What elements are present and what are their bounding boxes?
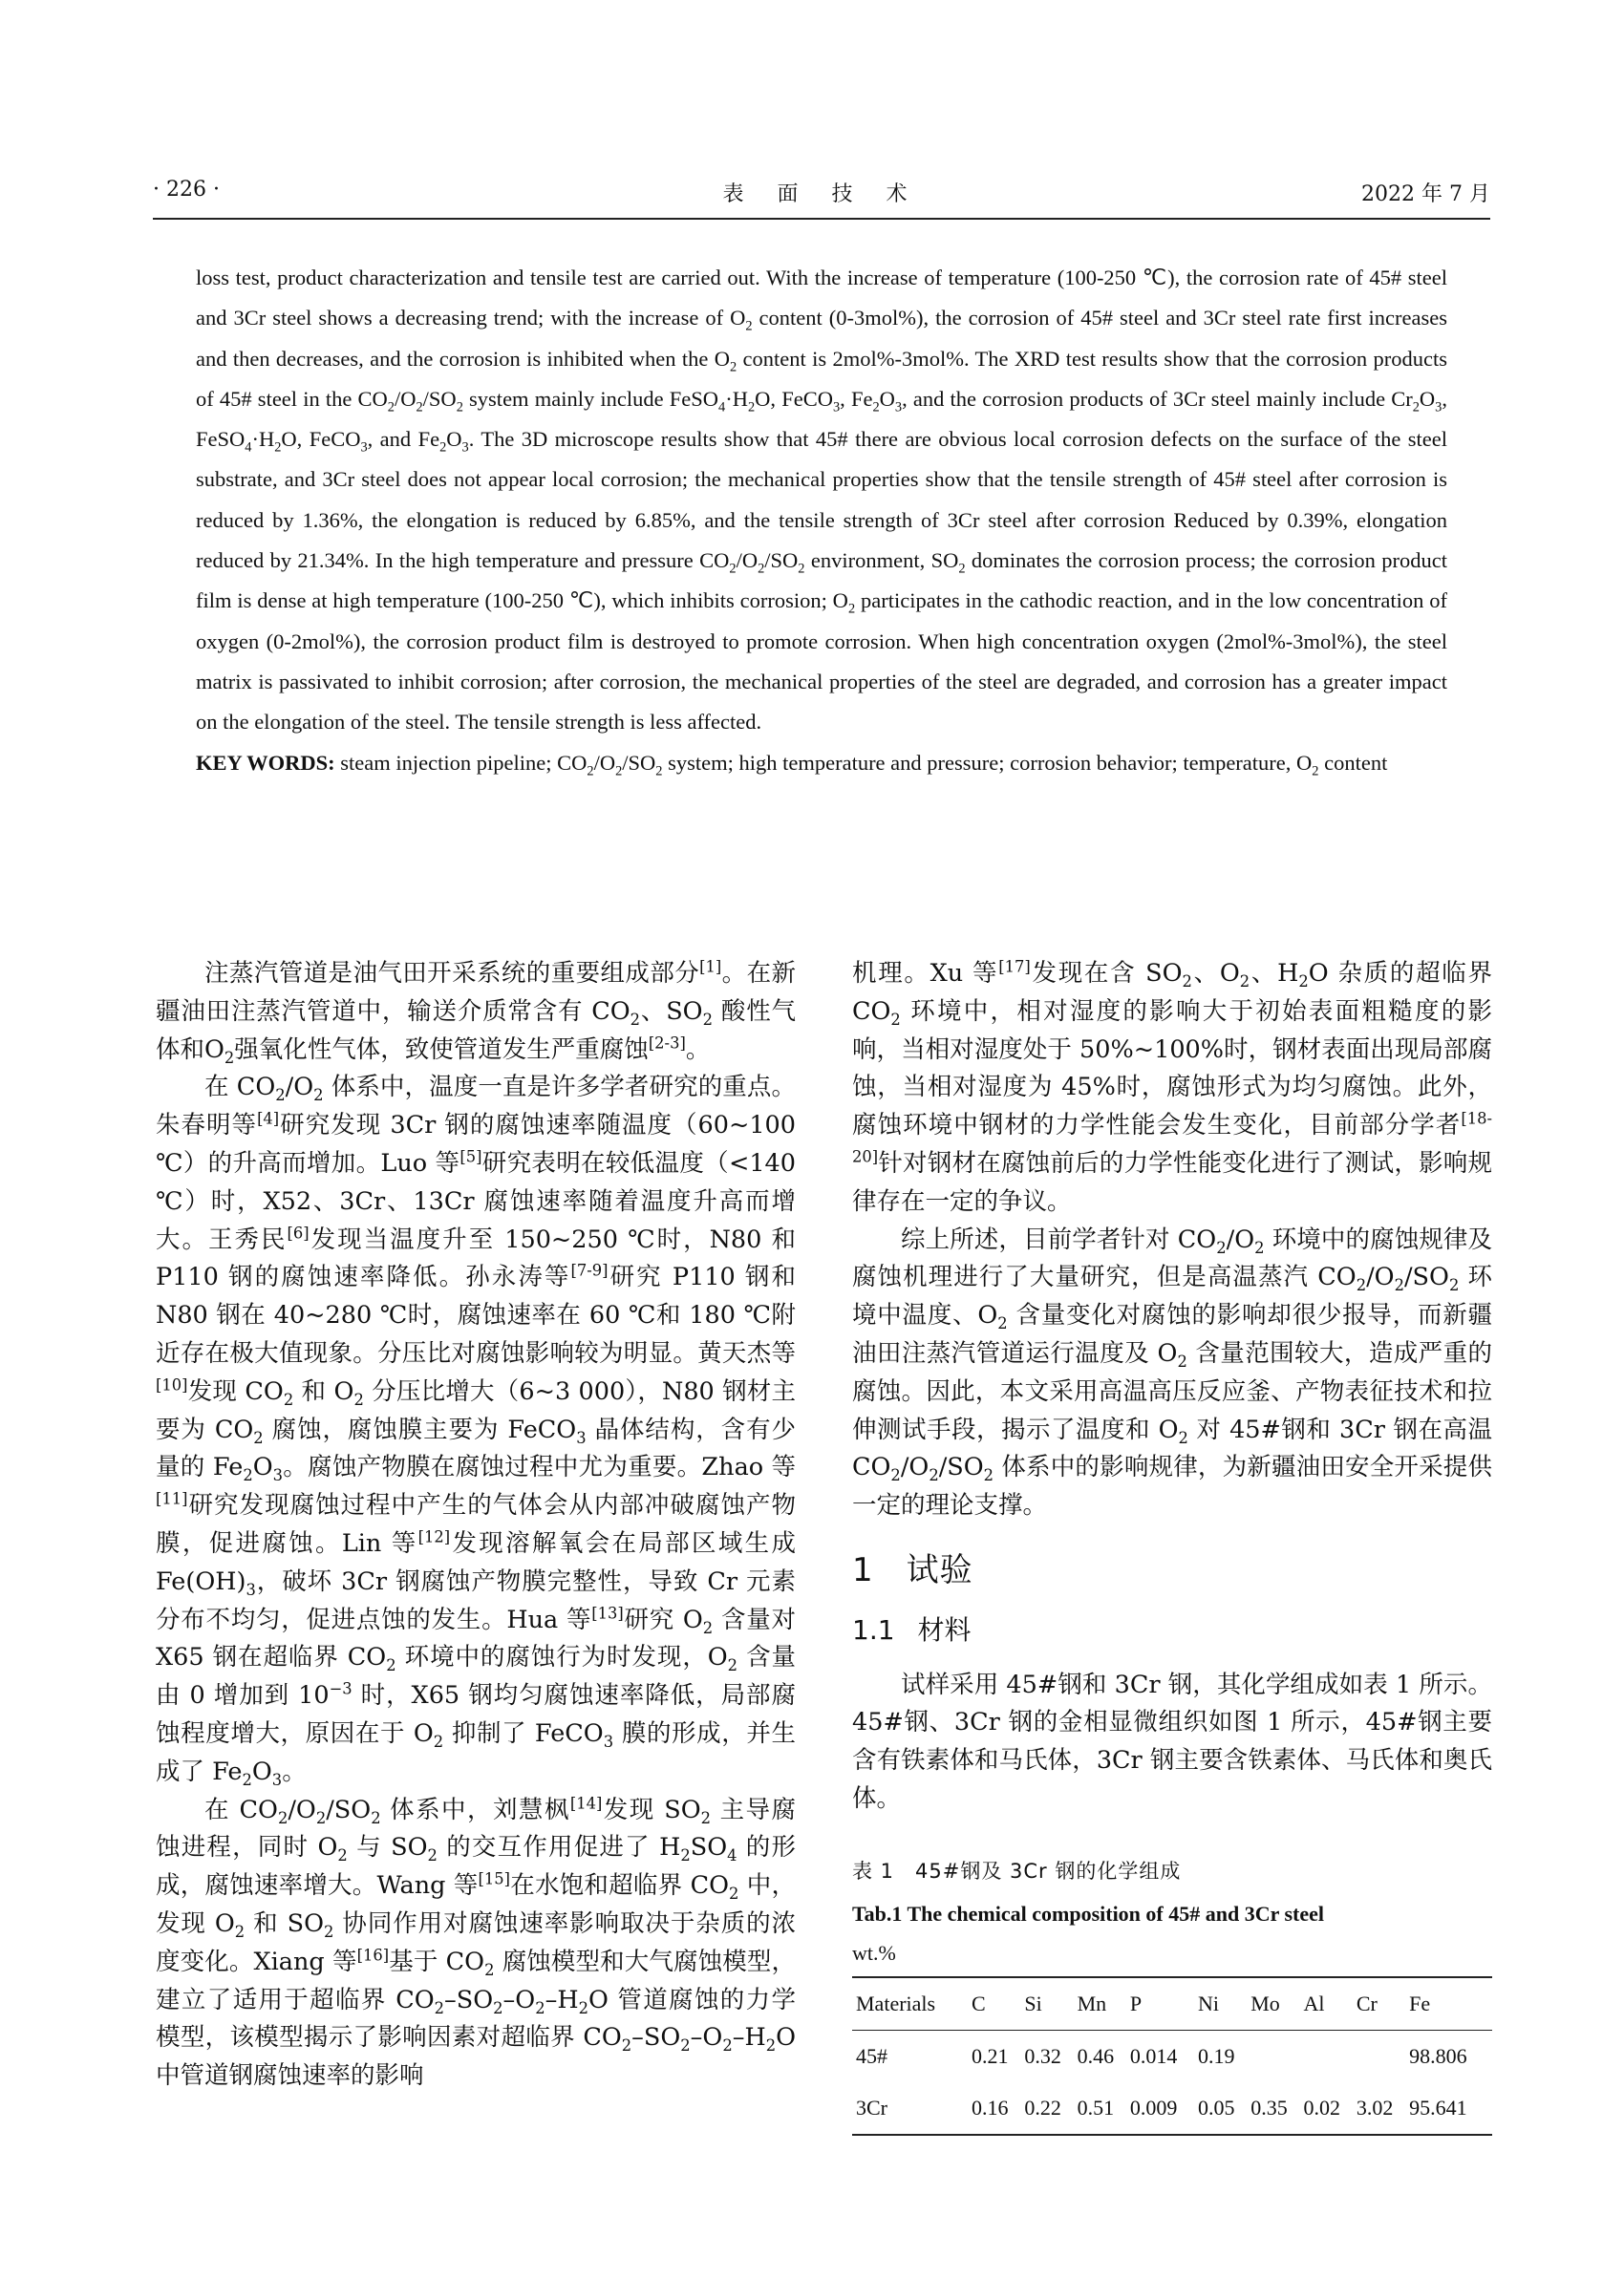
abstract-text: loss test, product characterization and tensile test are carried out. With the increase of temperature (100-250 ℃), the corrosion rate of 45# steel and 3Cr steel shows a decreasing trend; with the increase of $O_2$ content (0-3mol%), the corrosion of 45# steel and 3Cr steel rate first increases and then decreases, and the corrosion is inhibited when the $O_2$ content is 2mol%-3mol%. The XRD test results show that the corrosion products of 45# steel in the $CO_2/O_2/SO_2$ system mainly include $FeSO_4\cdot H_2O$, FeCO$_3$, $Fe_2O_3$, and the corrosion products of 3Cr steel mainly include $Cr_2O_3$, $FeSO_4\cdot H_2O$, FeCO$_3$, and $Fe_2O_3$. The 3D microscope results show that 45# there are obvious local corrosion defects on the surface of the steel substrate, and 3Cr steel does not appear local corrosion; the mechanical properties show that the tensile strength of 45# steel after corrosion is reduced by 1.36%, the elongation is reduced by 6.85%, and the tensile strength of 3Cr steel after corrosion Reduced by 0.39%, elongation reduced by 21.34%. In the high temperature and pressure $CO_2/O_2/SO_2$ environment, $SO_2$ dominates the corrosion process; the corrosion product film is dense at high temperature (100-250 ℃), which inhibits corrosion; $O_2$ participates in the cathodic reaction, and in the low concentration of oxygen (0-2mol%), the corrosion product film is destroyed to promote corrosion. When high concentration oxygen (2mol%-3mol%), the steel matrix is passivated to inhibit corrosion; after corrosion, the mechanical properties of the steel are degraded, and corrosion has a greater impact on the elongation of the steel. The tensile strength is less affected.: [196, 266, 1448, 735]
table-header-cell: Mn: [1077, 1992, 1107, 2016]
table-cell: [1357, 2030, 1409, 2081]
section-title: 试验: [906, 1550, 973, 1589]
table-cell: 0.51: [1077, 2095, 1115, 2120]
table-cell: 0.21: [972, 2043, 1009, 2068]
table-header-row: [852, 1977, 1492, 2030]
table-cell: 0.46: [1077, 2043, 1115, 2068]
subsection-number: 1.1: [852, 1613, 895, 1646]
table-header-cell: Cr: [1356, 1992, 1378, 2016]
header-rule: [153, 218, 1490, 220]
table-header-cell: Materials: [856, 1992, 936, 2016]
table-cell: 45#: [856, 2043, 887, 2068]
paragraph: 机理。Xu 等[17]发现在含 $SO_2$、$O_2$、$H_2O$ 杂质的超临界 $CO_2$ 环境中，相对湿度的影响大于初始表面粗糙度的影响，当相对湿度处于 50%~100%时，钢材表面出现局部腐蚀，当相对湿度为 45%时，腐蚀形式为均匀腐蚀。此外，腐蚀环境中钢材的力学性能会发生变化，目前部分学者[18-20]针对钢材在腐蚀前后的力学性能变化进行了测试，影响规律存在一定的争议。: [852, 957, 1493, 1216]
table-caption-en: Tab.1 The chemical composition of 45# and 3Cr steel: [852, 1901, 1325, 1926]
table-row: [852, 2082, 1492, 2135]
left-column: [156, 955, 796, 2096]
keywords: [196, 743, 1447, 783]
table-cell: 0.05: [1197, 2095, 1235, 2120]
table-row: [852, 2030, 1492, 2081]
table-header-cell: Ni: [1197, 1992, 1219, 2016]
paragraph: 综上所述，目前学者针对 $CO_2/O_2$ 环境中的腐蚀规律及腐蚀机理进行了大量研究，但是高温蒸汽 $CO_2/O_2/SO_2$ 环境中温度、$O_2$ 含量变化对腐蚀的影响却很少报导，而新疆油田注蒸汽管道运行温度及 $O_2$ 含量范围较大，造成严重的腐蚀。因此，本文采用高温高压反应釜、产物表征技术和拉伸测试手段，揭示了温度和 $O_2$ 对 45#钢和 3Cr 钢在高温 $CO_2/O_2/SO_2$ 体系中的影响规律，为新疆油田安全开采提供一定的理论支撑。: [852, 1225, 1493, 1521]
composition-table: [852, 1976, 1492, 2135]
table-header-cell: Fe: [1409, 1992, 1431, 2016]
right-column: [852, 955, 1492, 2136]
subsection-heading: [852, 1611, 1492, 1650]
table-cell: 0.014: [1129, 2043, 1178, 2068]
paragraph: 在 $CO_2/O_2$ 体系中，温度一直是许多学者研究的重点。朱春明等[4]研究发现 3Cr 钢的腐蚀速率随温度（60~100 ℃）的升高而增加。Luo 等[5]研究表明在较低温度（<140 ℃）时，X52、3Cr、13Cr 腐蚀速率随着温度升高而增大。王秀民[6]发现当温度升至 150~250 ℃时，N80 和 P110 钢的腐蚀速率降低。孙永涛等[7-9]研究 P110 钢和 N80 钢在 40~280 ℃时，腐蚀速率在 60 ℃和 180 ℃附近存在极大值现象。分压比对腐蚀影响较为明显。黄天杰等[10]发现 $CO_2$ 和 $O_2$ 分压比增大（6~3 000），N80 钢材主要为 $CO_2$ 腐蚀，腐蚀膜主要为 FeCO$_3$ 晶体结构，含有少量的 $Fe_2O_3$。腐蚀产物膜在腐蚀过程中尤为重要。Zhao 等[11]研究发现腐蚀过程中产生的气体会从内部冲破腐蚀产物膜，促进腐蚀。Lin 等[12]发现溶解氧会在局部区域生成 $Fe(OH)_3$，破坏 3Cr 钢腐蚀产物膜完整性，导致 Cr 元素分布不均匀，促进点蚀的发生。Hua 等[13]研究 $O_2$ 含量对 X65 钢在超临界 $CO_2$ 环境中的腐蚀行为时发现，$O_2$ 含量由 0 增加到 $10^{-3}$ 时，X65 钢均匀腐蚀速率降低，局部腐蚀程度增大，原因在于 $O_2$ 抑制了 FeCO$_3$ 膜的形成，并生成了 $Fe_2O_3$。: [156, 1073, 797, 1789]
journal-title: 表 面 技 术: [722, 182, 921, 206]
table-unit: wt.%: [852, 1941, 896, 1966]
table-cell: 0.32: [1024, 2043, 1061, 2068]
paragraph: 在 $CO_2/O_2/SO_2$ 体系中，刘慧枫[14]发现 $SO_2$ 主导腐蚀进程，同时 $O_2$ 与 $SO_2$ 的交互作用促进了 $H_2SO_4$ 的形成，腐蚀速率增大。Wang 等[15]在水饱和超临界 $CO_2$ 中，发现 $O_2$ 和 $SO_2$ 协同作用对腐蚀速率影响取决于杂质的浓度变化。Xiang 等[16]基于 $CO_2$ 腐蚀模型和大气腐蚀模型，建立了适用于超临界 $CO_2-SO_2-O_2-H_2O$ 管道腐蚀的力学模型，该模型揭示了影响因素对超临界 $CO_2-SO_2-O_2-H_2O$ 中管道钢腐蚀速率的影响: [156, 1794, 797, 2091]
table-cell: 0.22: [1024, 2095, 1061, 2120]
running-header: [153, 178, 1490, 216]
page-number: · 226 ·: [153, 178, 220, 202]
table-cell: [1304, 2030, 1357, 2081]
table-cell: 3Cr: [856, 2095, 887, 2120]
table-header-cell: Al: [1303, 1992, 1325, 2016]
table-cell: 0.16: [972, 2095, 1009, 2120]
table-header-cell: Mo: [1250, 1992, 1280, 2016]
paragraph: 注蒸汽管道是油气田开采系统的重要组成部分[1]。在新疆油田注蒸汽管道中，输送介质常含有 $CO_2$、$SO_2$ 酸性气体和$O_2$强氧化性气体，致使管道发生严重腐蚀[2-3]。: [156, 957, 797, 1067]
table-cell: 0.02: [1303, 2095, 1341, 2120]
issue-date: 2022 年 7 月: [1361, 182, 1490, 206]
table-cell: 95.641: [1409, 2095, 1467, 2120]
section-heading: [852, 1552, 1492, 1590]
keywords-text: steam injection pipeline; $CO_2/O_2/SO_2$ system; high temperature and pressure; corrosion behavior; temperature, $O_2$ content: [334, 750, 1388, 779]
table-cell: [1250, 2030, 1303, 2081]
table-cell: 0.19: [1197, 2043, 1235, 2068]
table-cell: 3.02: [1356, 2095, 1394, 2120]
table-cell: 98.806: [1409, 2043, 1467, 2068]
english-abstract: [196, 258, 1447, 783]
table-cell: 0.009: [1129, 2095, 1178, 2120]
table-header-cell: P: [1129, 1992, 1143, 2016]
paragraph: 试样采用 45#钢和 3Cr 钢，其化学组成如表 1 所示。45#钢、3Cr 钢的金相显微组织如图 1 所示，45#钢主要含有铁素体和马氏体，3Cr 钢主要含铁素体、马氏体和奥氏体。: [852, 1670, 1492, 1813]
table-header-cell: C: [972, 1992, 986, 2016]
table-header-cell: Si: [1024, 1992, 1042, 2016]
table-caption-cn: 表 1 45#钢及 3Cr 钢的化学组成: [852, 1859, 1182, 1883]
table-cell: 0.35: [1250, 2095, 1288, 2120]
subsection-title: 材料: [917, 1613, 972, 1646]
section-number: 1: [852, 1550, 874, 1589]
keywords-label: KEY WORDS:: [196, 750, 335, 775]
